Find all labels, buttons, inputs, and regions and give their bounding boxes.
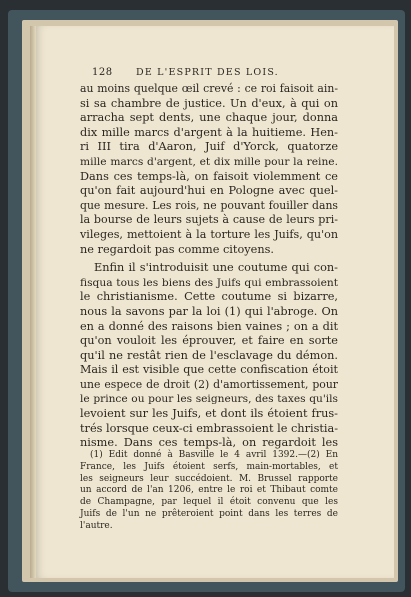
running-title: DE L'ESPRIT DES LOIS. [136,67,279,78]
text-line: mille marcs d'argent, et dix mille pour la reine. [80,154,338,168]
text-line: arracha sept dents, une chaque jour, donna [80,111,338,125]
footnote-line: les seigneurs leur succédoient. M. Brussel rapporte [80,473,338,484]
footnotes [80,450,338,533]
text-line: nous la savons par la loi (1) qui l'abroge. On [80,304,338,318]
text-line: dix mille marcs d'argent à la huitieme. Hen- [80,125,338,139]
text-line: nisme. Dans ces temps-là, on regardoit les [80,436,338,450]
text-line: levoient sur les Juifs, et dont ils étoient frus- [80,407,338,421]
page-number: 128 [92,67,113,78]
text-line: que mesure. Les rois, ne pouvant fouiller dans [80,198,338,212]
text-line: en a donné des raisons bien vaines ; on a dit [80,319,338,333]
footnote-line: Juifs de l'un ne prêteroient point dans les terres de [80,508,338,519]
text-line: trés lorsque ceux-ci embrassoient le christia- [80,421,339,435]
text-line: le christianisme. Cette coutume si bizarre, [80,290,338,304]
footnote-line: de Champagne, par lequel il étoit convenu que les [80,497,338,508]
text-line: ri III tira d'Aaron, Juif d'Yorck, quatorze [80,140,338,154]
text-line: une espece de droit (2) d'amortissement, pour [80,377,338,391]
text-line: Dans ces temps-là, on faisoit violemment ce [80,169,338,183]
page-gutter [30,26,36,578]
text-line: qu'on fait aujourd'hui en Pologne avec quel- [80,184,338,198]
text-line: ne regardoit pas comme citoyens. [80,242,274,256]
text-line: la bourse de leurs sujets à cause de leurs pri- [80,213,338,227]
text-line: vileges, mettoient à la torture les Juifs, qu'on [80,227,338,241]
text-line: si sa chambre de justice. Un d'eux, à qui on [80,96,338,110]
footnote-line: France, les Juifs étoient serfs, main-mortables, et [80,461,338,472]
footnote-line: un accord de l'an 1206, entre le roi et Thibaut comte [80,485,338,496]
text-line: Mais il est visible que cette confiscation étoit [80,363,338,377]
footnote-line: l'autre. [80,520,113,531]
text-line: qu'il ne restât rien de l'esclavage du démon. [80,348,338,362]
text-line: au moins quelque œil crevé : ce roi faisoit ain- [80,82,338,95]
text-line: qu'on vouloit les éprouver, et faire en sorte [80,334,338,348]
text-line: le prince ou pour les seigneurs, des taxes qu'ils [80,392,338,406]
running-head [92,67,322,81]
footnote-line: (1) Edit donné à Basville le 4 avril 1392.—(2) En [90,450,338,460]
text-line: fisqua tous les biens des Juifs qui embrassoient [80,275,338,289]
paragraph-1 [80,82,338,257]
body-text [80,82,338,451]
paragraph-2 [80,261,338,451]
text-line: Enfin il s'introduisit une coutume qui con- [94,261,338,275]
